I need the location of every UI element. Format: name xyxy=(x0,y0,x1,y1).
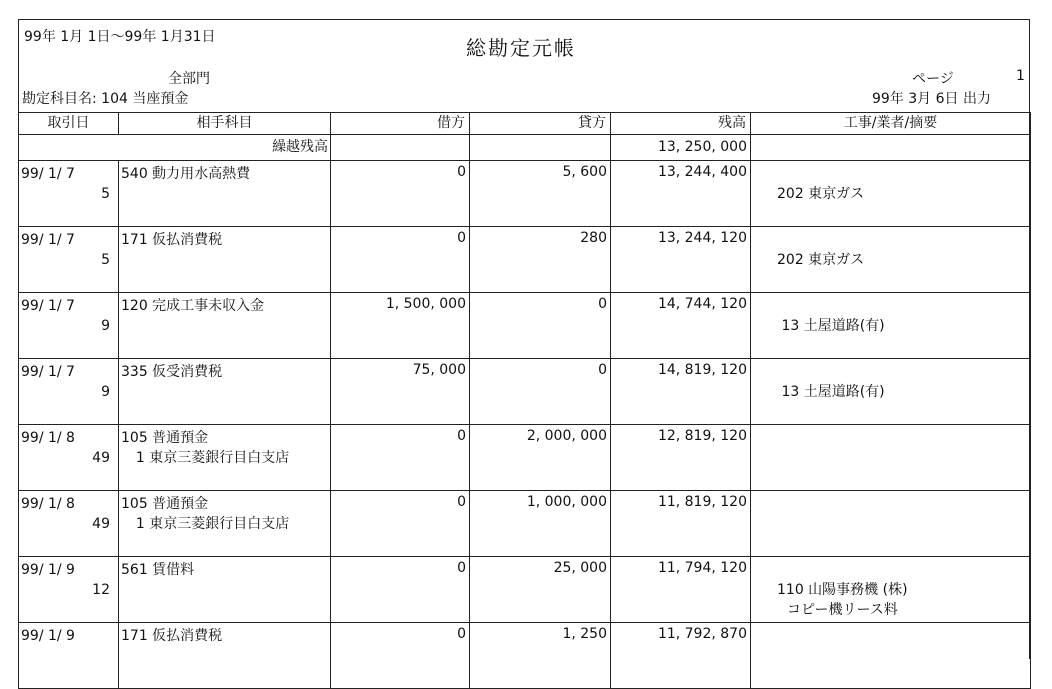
col-debit-header: 借方 xyxy=(331,113,470,135)
slip-number: 5 xyxy=(101,186,110,202)
page-label: ページ xyxy=(912,71,954,87)
balance-cell: 12, 819, 120 xyxy=(611,425,751,491)
slip-number: 49 xyxy=(92,450,110,466)
carry-forward-credit xyxy=(470,135,611,161)
debit-cell: 0 xyxy=(331,491,470,557)
slip-number: 12 xyxy=(92,582,110,598)
balance-cell: 11, 794, 120 xyxy=(611,557,751,623)
account-cell xyxy=(119,227,331,293)
date-cell xyxy=(19,557,119,623)
period-range: 99年 1月 1日～99年 1月31日 xyxy=(24,29,216,45)
transaction-date: 99/ 1/ 8 xyxy=(21,430,75,446)
table-row xyxy=(19,293,1031,359)
date-cell xyxy=(19,491,119,557)
col-balance-header: 残高 xyxy=(611,113,751,135)
date-cell xyxy=(19,425,119,491)
credit-cell: 1, 000, 000 xyxy=(470,491,611,557)
col-date-header: 取引日 xyxy=(19,113,119,135)
memo-cell xyxy=(751,425,1031,491)
credit-cell: 1, 250 xyxy=(470,623,611,689)
memo-line: 202 東京ガス xyxy=(777,252,865,268)
sub-account: 1 東京三菱銀行目白支店 xyxy=(127,516,290,532)
counter-account: 540 動力用水高熱費 xyxy=(121,166,251,182)
output-date: 99年 3月 6日 出力 xyxy=(872,91,991,107)
balance-cell: 14, 744, 120 xyxy=(611,293,751,359)
balance-cell: 14, 819, 120 xyxy=(611,359,751,425)
table-row xyxy=(19,425,1031,491)
date-cell xyxy=(19,623,119,689)
balance-cell: 13, 244, 400 xyxy=(611,161,751,227)
memo-line xyxy=(751,491,1030,514)
page-number: 1 xyxy=(1016,68,1025,84)
memo-line xyxy=(751,623,1030,646)
transaction-date: 99/ 1/ 7 xyxy=(21,232,75,248)
memo-line xyxy=(751,425,1030,448)
memo-line: 13 土屋道路(有) xyxy=(777,384,885,400)
table-row xyxy=(19,491,1031,557)
carry-forward-label: 繰越残高 xyxy=(19,135,331,161)
transaction-date: 99/ 1/ 9 xyxy=(21,628,75,644)
account-cell xyxy=(119,359,331,425)
counter-account: 335 仮受消費税 xyxy=(121,364,223,380)
table-row xyxy=(19,227,1031,293)
counter-account: 105 普通預金 xyxy=(121,496,209,512)
balance-cell: 13, 244, 120 xyxy=(611,227,751,293)
carry-forward-debit xyxy=(331,135,470,161)
debit-cell: 0 xyxy=(331,425,470,491)
slip-number: 5 xyxy=(101,252,110,268)
carry-forward-row xyxy=(19,135,1031,161)
carry-forward-memo xyxy=(751,135,1031,161)
col-account-header: 相手科目 xyxy=(119,113,331,135)
transaction-date: 99/ 1/ 8 xyxy=(21,496,75,512)
date-cell xyxy=(19,359,119,425)
memo-detail: コピー機リース料 xyxy=(787,602,898,618)
counter-account: 120 完成工事未収入金 xyxy=(121,298,265,314)
date-cell xyxy=(19,293,119,359)
date-cell xyxy=(19,227,119,293)
account-cell xyxy=(119,557,331,623)
credit-cell: 0 xyxy=(470,293,611,359)
account-cell xyxy=(119,491,331,557)
table-row xyxy=(19,557,1031,623)
account-cell xyxy=(119,293,331,359)
debit-cell: 1, 500, 000 xyxy=(331,293,470,359)
counter-account: 171 仮払消費税 xyxy=(121,628,223,644)
credit-cell: 5, 600 xyxy=(470,161,611,227)
department-label: 全部門 xyxy=(168,71,210,87)
balance-cell: 11, 792, 870 xyxy=(611,623,751,689)
memo-cell xyxy=(751,557,1031,623)
memo-cell xyxy=(751,161,1031,227)
transaction-date: 99/ 1/ 7 xyxy=(21,166,75,182)
debit-cell: 0 xyxy=(331,161,470,227)
transaction-date: 99/ 1/ 7 xyxy=(21,364,75,380)
account-cell xyxy=(119,623,331,689)
memo-cell xyxy=(751,623,1031,689)
memo-cell xyxy=(751,293,1031,359)
account-cell xyxy=(119,425,331,491)
counter-account: 171 仮払消費税 xyxy=(121,232,223,248)
ledger-table xyxy=(18,112,1031,689)
transaction-date: 99/ 1/ 7 xyxy=(21,298,75,314)
date-cell xyxy=(19,161,119,227)
counter-account: 561 賃借料 xyxy=(121,562,195,578)
debit-cell: 0 xyxy=(331,557,470,623)
memo-cell xyxy=(751,491,1031,557)
credit-cell: 2, 000, 000 xyxy=(470,425,611,491)
memo-line: 202 東京ガス xyxy=(777,186,865,202)
table-row xyxy=(19,359,1031,425)
col-credit-header: 貸方 xyxy=(470,113,611,135)
carry-forward-balance: 13, 250, 000 xyxy=(611,135,751,161)
sub-account: 1 東京三菱銀行目白支店 xyxy=(127,450,290,466)
col-memo-header: 工事/業者/摘要 xyxy=(751,113,1031,135)
memo-line: 13 土屋道路(有) xyxy=(777,318,885,334)
column-header-row xyxy=(19,113,1031,135)
account-cell xyxy=(119,161,331,227)
credit-cell: 25, 000 xyxy=(470,557,611,623)
table-row xyxy=(19,161,1031,227)
credit-cell: 0 xyxy=(470,359,611,425)
table-row xyxy=(19,623,1031,689)
debit-cell: 0 xyxy=(331,227,470,293)
slip-number: 9 xyxy=(101,384,110,400)
debit-cell: 0 xyxy=(331,623,470,689)
memo-cell xyxy=(751,359,1031,425)
debit-cell: 75, 000 xyxy=(331,359,470,425)
counter-account: 105 普通預金 xyxy=(121,430,209,446)
page-title: 総勘定元帳 xyxy=(466,36,576,60)
memo-cell xyxy=(751,227,1031,293)
memo-line: 110 山陽事務機 (株) xyxy=(777,582,908,598)
credit-cell: 280 xyxy=(470,227,611,293)
slip-number: 9 xyxy=(101,318,110,334)
account-name-label: 勘定科目名: 104 当座預金 xyxy=(22,91,189,107)
transaction-date: 99/ 1/ 9 xyxy=(21,562,75,578)
balance-cell: 11, 819, 120 xyxy=(611,491,751,557)
slip-number: 49 xyxy=(92,516,110,532)
